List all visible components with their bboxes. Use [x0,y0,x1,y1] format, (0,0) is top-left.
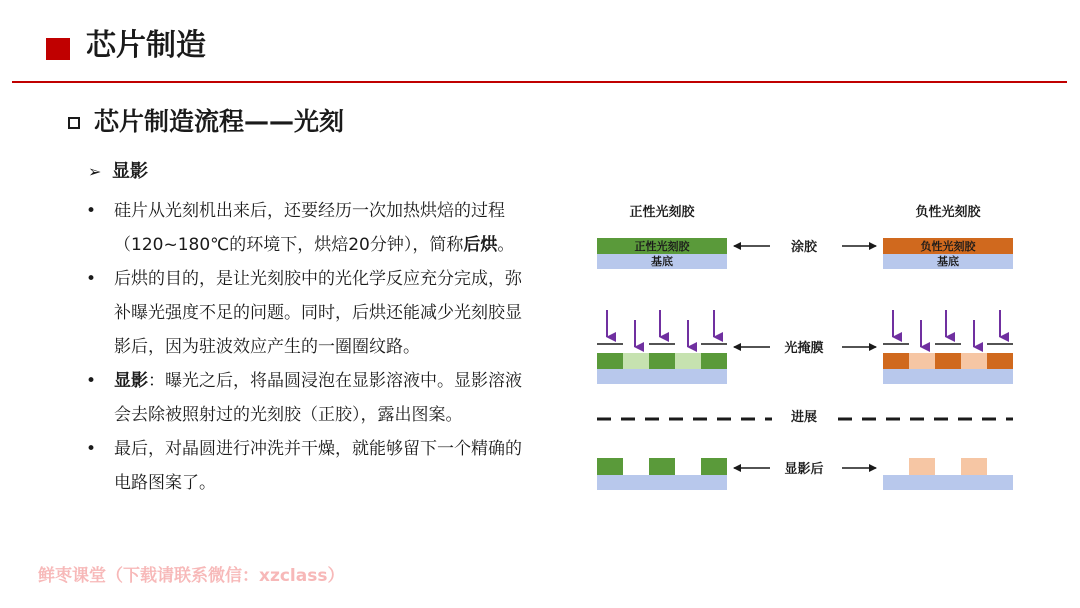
bullet-list [84,194,534,500]
positive-exposed-segment [623,353,649,369]
positive-exposed-segment [675,353,701,369]
positive-light-arrows [607,310,714,347]
negative-resist-segment [935,353,961,369]
subsection-heading: 显影 [112,161,148,182]
positive-resist-heading: 正性光刻胶 [629,205,695,220]
negative-light-arrows [893,310,1000,347]
positive-coating-stack [597,238,727,269]
negative-developed-stack [883,458,1013,490]
watermark-text: 鲜枣课堂（下载请联系微信：xzclass） [38,566,345,586]
step-label-developed: 显影后 [784,462,824,477]
positive-substrate-layer [597,475,727,490]
step-label-progress: 进展 [790,410,818,425]
positive-pattern-block [701,458,727,475]
section-title: 芯片制造流程——光刻 [94,107,345,136]
bullet-text-tail: 。 [497,235,515,255]
positive-resist-segment [701,353,727,369]
bullet-dot-icon: • [85,201,97,221]
positive-resist-segment [597,353,623,369]
negative-exposed-segment [961,353,987,369]
bullet-text: 最后，对晶圆进行冲洗并干燥，就能够留下一个精确的电路图案了。 [114,439,522,493]
positive-developed-stack [597,458,727,490]
bullet-text: 后烘的目的，是让光刻胶中的光化学反应充分完成，弥补曝光强度不足的问题。同时，后烘还能减少光刻胶显影后，因为驻波效应产生的一圈圈纹路。 [114,269,522,357]
positive-exposure-stack [597,353,727,384]
substrate-label: 基底 [937,255,959,268]
bullet-dot-icon: • [85,439,97,459]
negative-pattern-block [909,458,935,475]
title-divider [12,81,1067,83]
list-item [84,364,534,432]
substrate-label: 基底 [651,255,673,268]
bullet-dot-icon: • [85,371,97,391]
arrow-bullet-icon: ➢ [88,162,102,181]
bullet-text-tail: ：曝光之后，将晶圆浸泡在显影溶液中。显影溶液会去除被照射过的光刻胶（正胶），露出图案。 [114,371,522,425]
negative-pattern-block [961,458,987,475]
step-label-mask: 光掩膜 [784,341,824,356]
bullet-text: 硅片从光刻机出来后，还要经历一次加热烘焙的过程（120~180℃的环境下，烘焙20分钟），简称 [114,201,505,255]
negative-resist-label: 负性光刻胶 [920,240,976,253]
list-item [84,262,534,364]
bullet-dot-icon: • [85,269,97,289]
positive-pattern-block [649,458,675,475]
bullet-bold-term: 显影 [114,371,148,391]
negative-substrate-layer [883,475,1013,490]
photoresist-diagram [580,195,1040,505]
negative-resist-segment [987,353,1013,369]
positive-resist-label: 正性光刻胶 [634,240,690,253]
positive-resist-segment [649,353,675,369]
negative-coating-stack [883,238,1013,269]
negative-resist-segment [883,353,909,369]
title-marker-square [46,38,70,60]
negative-resist-heading: 负性光刻胶 [915,205,981,220]
negative-exposure-stack [883,353,1013,384]
step-label-coating: 涂胶 [790,240,818,255]
positive-substrate-layer [597,369,727,384]
section-checkbox-icon [68,117,80,129]
bullet-bold-term: 后烘 [463,235,498,255]
page-title: 芯片制造 [86,28,206,63]
positive-pattern-block [597,458,623,475]
list-item [84,194,534,262]
list-item [84,432,534,500]
negative-exposed-segment [909,353,935,369]
negative-substrate-layer [883,369,1013,384]
